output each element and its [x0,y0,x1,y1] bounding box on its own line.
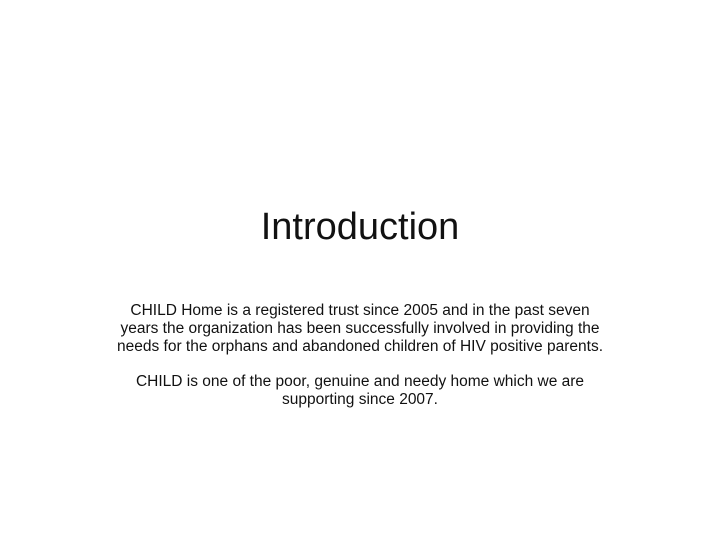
slide-body [112,302,608,426]
slide-title: Introduction [260,206,460,248]
body-paragraph-1: CHILD Home is a registered trust since 2005 and in the past seven years the organization has been successfully involved in providing the needs for the orphans and abandoned children of HIV positive parents. [117,302,603,355]
body-paragraph-2: CHILD is one of the poor, genuine and needy home which we are supporting since 2007. [135,373,585,408]
